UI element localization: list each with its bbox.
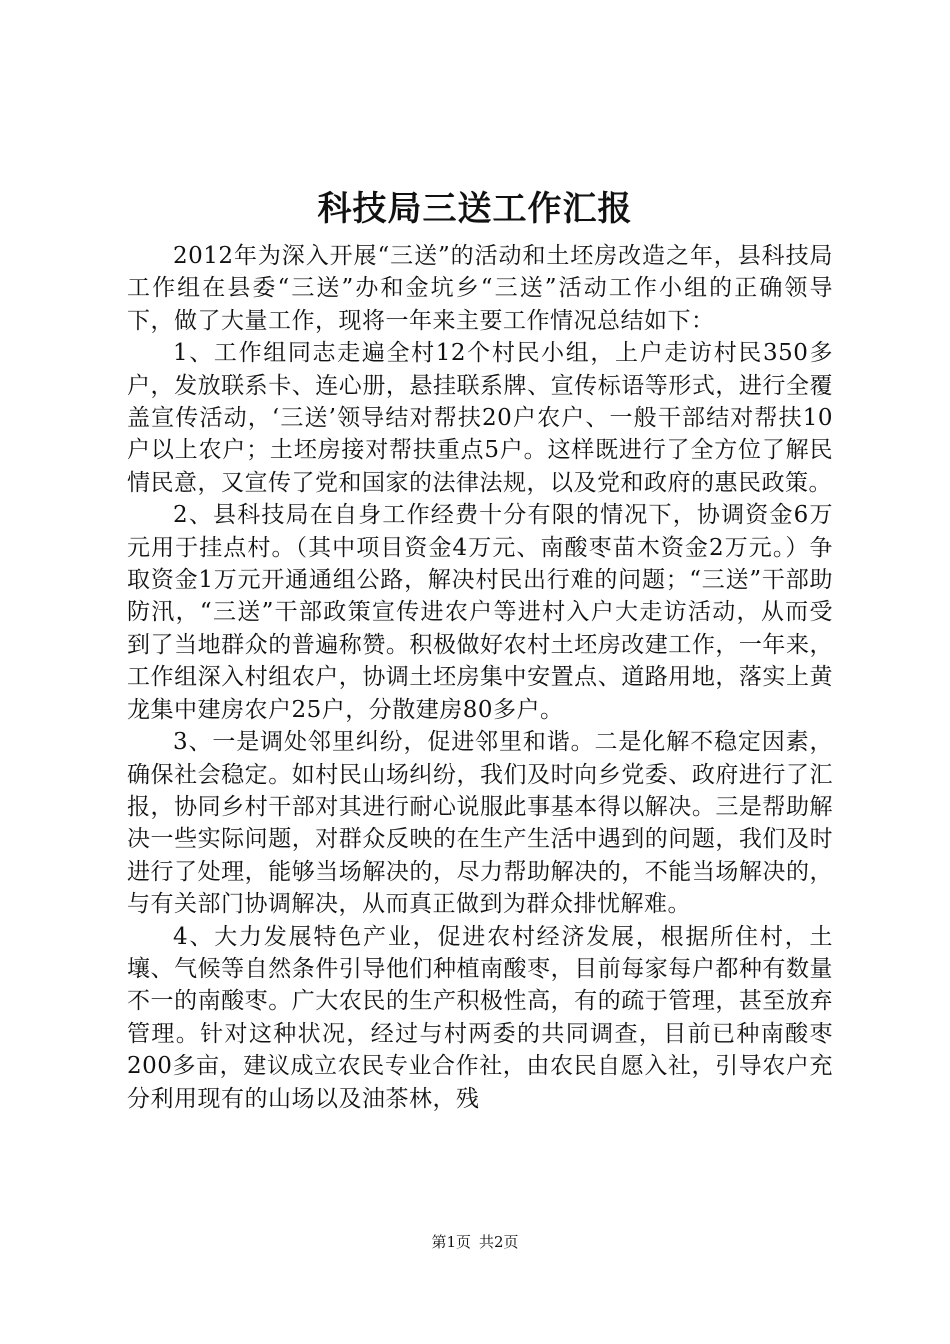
paragraph-item-2: 2、县科技局在自身工作经费十分有限的情况下，协调资金6万元用于挂点村。（其中项目资金4万元、南酸枣苗木资金2万元。）争取资金1万元开通通组公路，解决村民出行难的问题；“三送”干部助防汛，“三送”干部政策宣传进农户等进村入户大走访活动，从而受到了当地群众的普遍称赞。积极做好农村土坯房改建工作，一年来，工作组深入村组农户，协调土坯房集中安置点、道路用地，落实上黄龙集中建房农户25户，分散建房80多户。	[127, 502, 833, 723]
page-number-current: 第1页	[431, 1233, 471, 1251]
page-number-total: 共2页	[479, 1233, 519, 1251]
paragraph-item-1: 1、工作组同志走遍全村12个村民小组，上户走访村民350多户，发放联系卡、连心册，悬挂联系牌、宣传标语等形式，进行全覆盖宣传活动，‘三送’领导结对帮扶20户农户、一般干部结对帮扶10户以上农户；土坯房接对帮扶重点5户。这样既进行了全方位了解民情民意，又宣传了党和国家的法律法规，以及党和政府的惠民政策。	[127, 340, 833, 496]
document-title: 科技局三送工作汇报	[317, 189, 633, 229]
paragraph-item-4: 4、大力发展特色产业，促进农村经济发展，根据所住村，土壤、气候等自然条件引导他们种植南酸枣，目前每家每户都种有数量不一的南酸枣。广大农民的生产积极性高，有的疏于管理，甚至放弃管理。针对这种状况，经过与村两委的共同调查，目前已种南酸枣200多亩，建议成立农民专业合作社，由农民自愿入社，引导农户充分利用现有的山场以及油茶林，残	[127, 923, 833, 1112]
page-footer	[0, 1232, 950, 1252]
paragraph-intro: 2012年为深入开展“三送”的活动和土坯房改造之年，县科技局工作组在县委“三送”办和金坑乡“三送”活动工作小组的正确领导下，做了大量工作，现将一年来主要工作情况总结如下：	[127, 243, 833, 334]
paragraph-item-3: 3、一是调处邻里纠纷，促进邻里和谐。二是化解不稳定因素，确保社会稳定。如村民山场纠纷，我们及时向乡党委、政府进行了汇报，协同乡村干部对其进行耐心说服此事基本得以解决。三是帮助解决一些实际问题，对群众反映的在生产生活中遇到的问题，我们及时进行了处理，能够当场解决的，尽力帮助解决的，不能当场解决的，与有关部门协调解决，从而真正做到为群众排忧解难。	[127, 729, 833, 918]
document-body	[127, 240, 833, 1115]
